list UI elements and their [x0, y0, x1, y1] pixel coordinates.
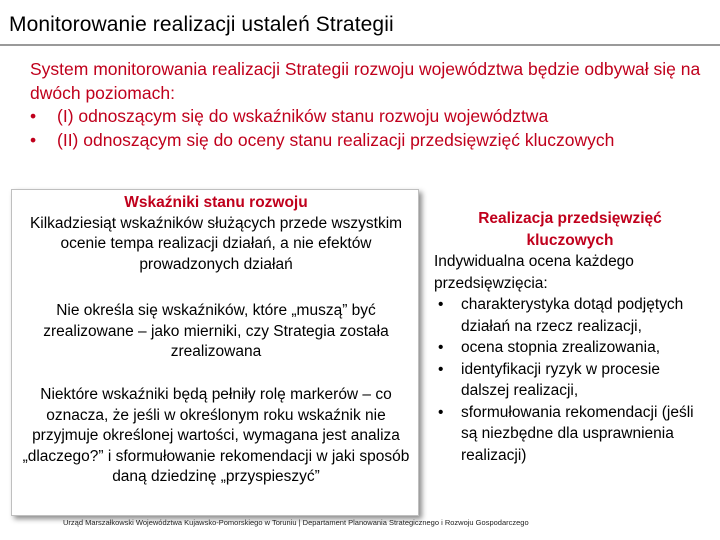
indicators-paragraph-3: Niektóre wskaźniki będą pełniły rolę markerów – co oznacza, że jeśli w określonym roku wskaźnik nie przyjmuje określonej wartości, wymagana jest analiza „dlaczego?” i sformułowanie rekomendacji w jaki sposób daną dziedzinę „przyspieszyć”: [22, 386, 410, 485]
intro-bullet-item: [30, 129, 710, 153]
intro-section: [30, 58, 710, 152]
key-projects-title: Realizacja przedsięwzięć kluczowych: [478, 210, 662, 249]
intro-bullet-text: (II) odnoszącym się do oceny stanu realizacji przedsięwzięć kluczowych: [57, 129, 615, 150]
title-divider: [0, 44, 720, 46]
bullet-icon: •: [438, 296, 444, 313]
indicators-paragraph-1: Kilkadziesiąt wskaźników służących przede wszystkim ocenie tempa realizacji działań, a nie efektów prowadzonych działań: [29, 214, 403, 273]
key-projects-bullet-item: [434, 402, 706, 467]
key-projects-bullet-text: sformułowania rekomendacji (jeśli są niezbędne dla usprawnienia realizacji): [461, 403, 694, 464]
key-projects-bullet-item: [434, 294, 706, 337]
key-projects-bullet-item: [434, 337, 706, 359]
intro-bullet-text: (I) odnoszącym się do wskaźników stanu rozwoju województwa: [57, 106, 549, 126]
intro-bullet-list: [30, 105, 710, 152]
indicators-block-3: [12, 385, 420, 488]
key-projects-bullet-text: charakterystyka dotąd podjętych działań na rzecz realizacji,: [461, 296, 684, 335]
indicators-box-title: Wskaźniki stanu rozwoju: [124, 194, 308, 211]
intro-lead: System monitorowania realizacji Strategii rozwoju województwa będzie odbywał się na dwóch poziomach:: [30, 59, 701, 103]
bullet-icon: •: [30, 129, 37, 150]
bullet-icon: •: [30, 106, 37, 126]
key-projects-box: [434, 208, 706, 466]
indicators-block-1: [12, 193, 420, 275]
key-projects-bullet-list: [434, 294, 706, 466]
key-projects-lead: Indywidualna ocena każdego przedsięwzięcia:: [434, 253, 634, 292]
key-projects-bullet-text: identyfikacji ryzyk w procesie dalszej realizacji,: [461, 360, 660, 399]
slide-title: Monitorowanie realizacji ustaleń Strategii: [9, 13, 394, 36]
development-indicators-box: [11, 189, 419, 516]
indicators-block-2: [12, 301, 420, 363]
intro-bullet-item: [30, 105, 710, 129]
bullet-icon: •: [438, 339, 444, 356]
bullet-icon: •: [438, 360, 444, 378]
indicators-paragraph-2: Nie określa się wskaźników, które „muszą” być zrealizowane – jako mierniki, czy Strategia została zrealizowana: [43, 302, 389, 360]
footer-text: Urząd Marszałkowski Województwa Kujawsko-Pomorskiego w Toruniu | Departament Planowania Strategicznego i Rozwoju Gospodarczego: [63, 518, 529, 527]
key-projects-bullet-item: [434, 359, 706, 402]
key-projects-bullet-text: ocena stopnia zrealizowania,: [461, 339, 661, 356]
bullet-icon: •: [438, 403, 444, 421]
